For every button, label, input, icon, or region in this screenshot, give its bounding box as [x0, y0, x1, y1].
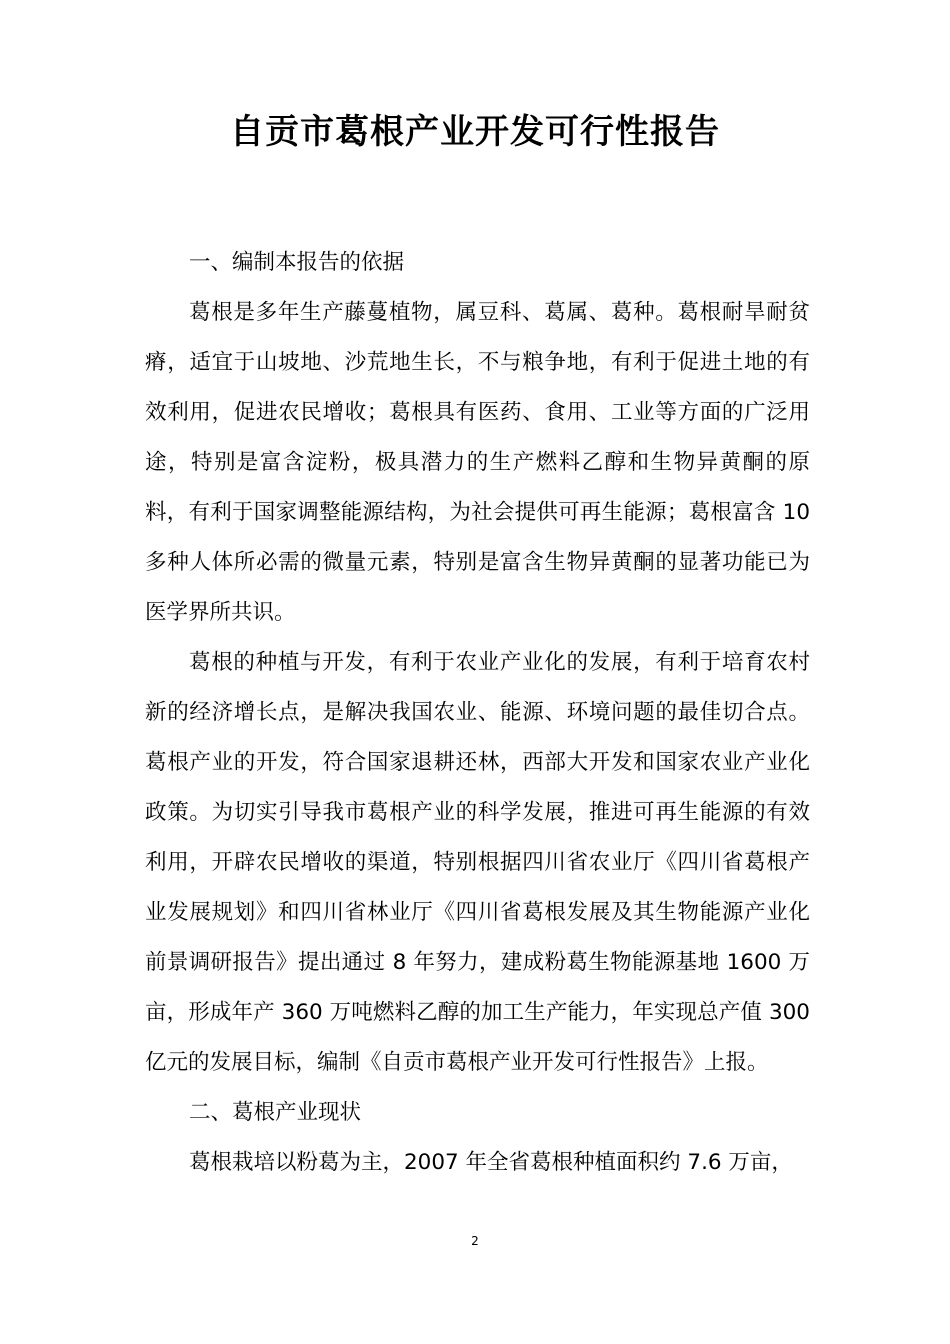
paragraph-3: 葛根栽培以粉葛为主，2007 年全省葛根种植面积约 7.6 万亩， [189, 1150, 793, 1175]
page-number: 2 [471, 1234, 479, 1248]
paragraph-2: 葛根的种植与开发，有利于农业产业化的发展，有利于培育农村新的经济增长点，是解决我国农业、能源、环境问题的最佳切合点。葛根产业的开发，符合国家退耕还林，西部大开发和国家农业产业化政策。为切实引导我市葛根产业的科学发展，推进可再生能源的有效利用，开辟农民增收的渠道，特别根据四川省农业厅《四川省葛根产业发展规划》和四川省林业厅《四川省葛根发展及其生物能源产业化前景调研报告》提出通过 8 年努力，建成粉葛生物能源基地 1600 万亩，形成年产 360 万吨燃料乙醇的加工生产能力，年实现总产值 300 亿元的发展目标，编制《自贡市葛根产业开发可行性报告》上报。 [145, 650, 810, 1075]
section-heading-1: 一、编制本报告的依据 [189, 250, 405, 275]
document-title: 自贡市葛根产业开发可行性报告 [230, 112, 720, 152]
paragraph-1: 葛根是多年生产藤蔓植物，属豆科、葛属、葛种。葛根耐旱耐贫瘠，适宜于山坡地、沙荒地生长，不与粮争地，有利于促进土地的有效利用，促进农民增收；葛根具有医药、食用、工业等方面的广泛用途，特别是富含淀粉，极具潜力的生产燃料乙醇和生物异黄酮的原料，有利于国家调整能源结构，为社会提供可再生能源；葛根富含 10 多种人体所必需的微量元素，特别是富含生物异黄酮的显著功能已为医学界所共识。 [145, 300, 810, 625]
section-heading-2: 二、葛根产业现状 [189, 1100, 362, 1125]
document-body [145, 238, 810, 1188]
